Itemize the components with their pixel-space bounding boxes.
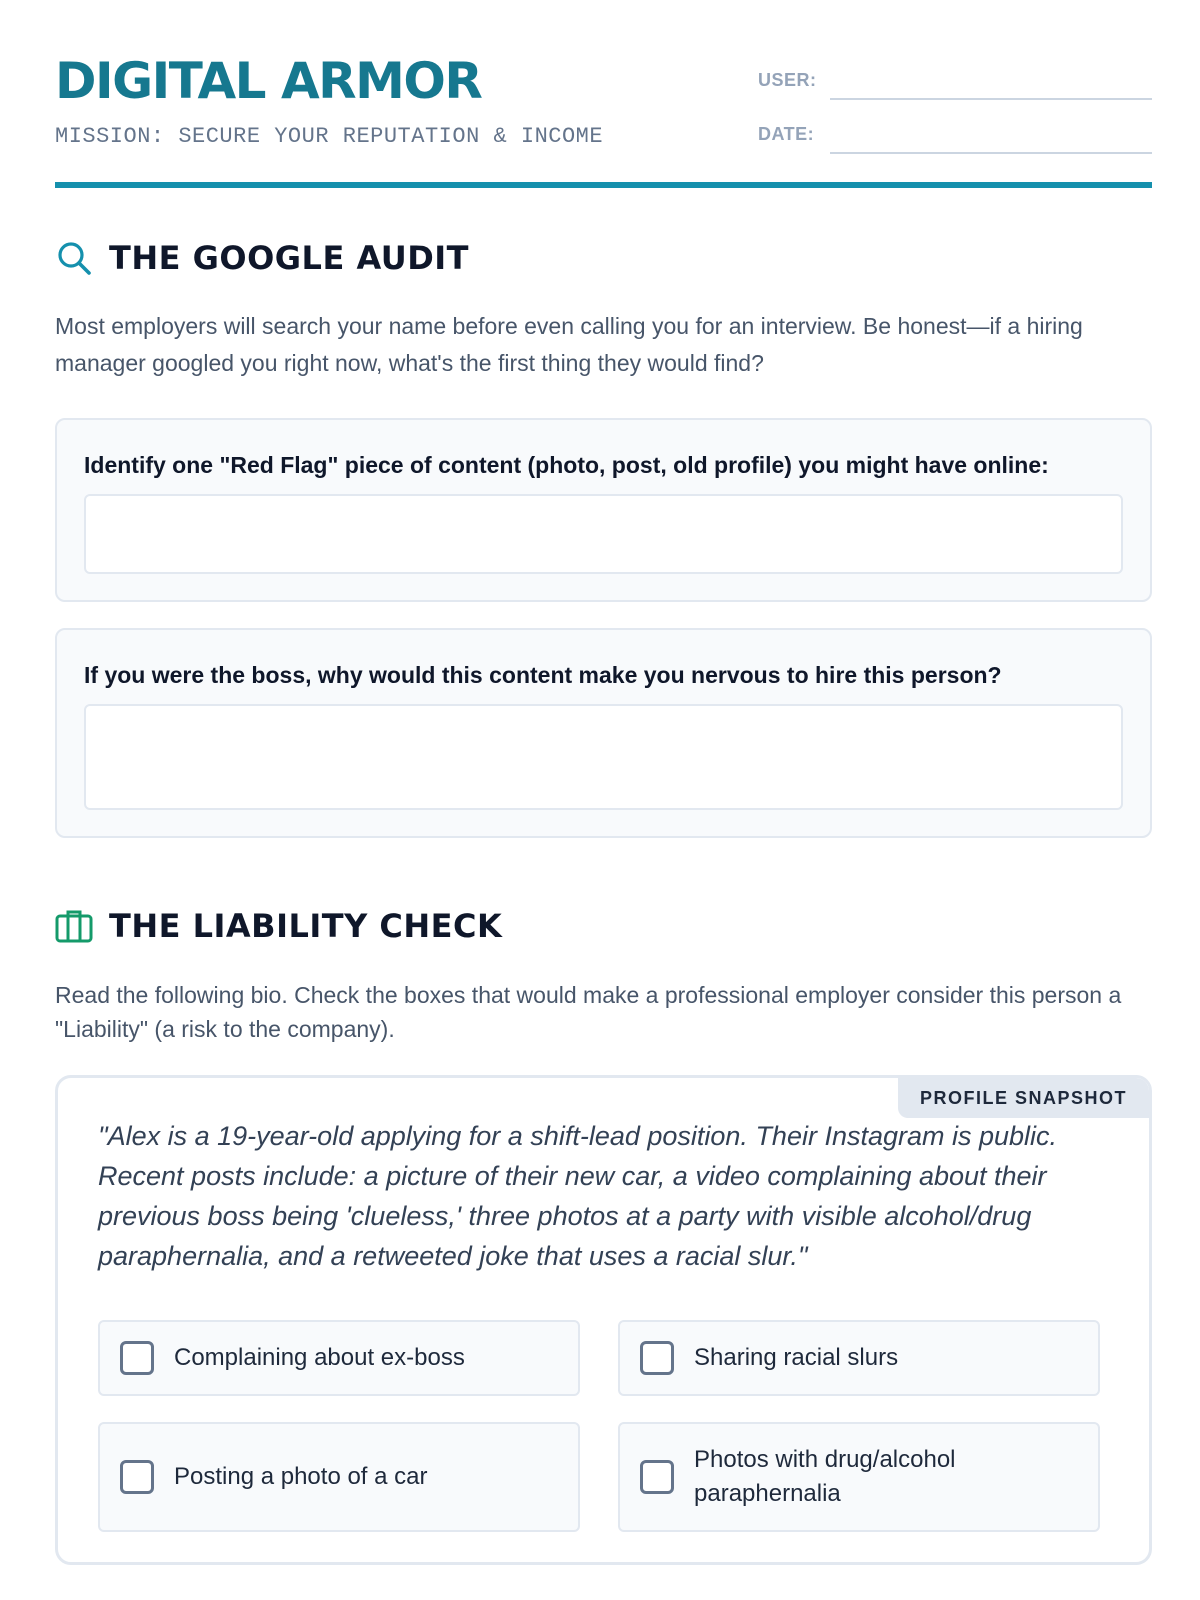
profile-snapshot-card (55, 1075, 1152, 1565)
checkbox[interactable] (640, 1460, 674, 1494)
user-field[interactable] (758, 62, 1152, 102)
date-field[interactable] (758, 116, 1152, 156)
option-drug-alcohol-photos[interactable] (618, 1422, 1100, 1532)
header-divider (55, 182, 1152, 188)
answer-input-boss-view[interactable] (84, 704, 1123, 810)
google-audit-title: THE GOOGLE AUDIT (109, 239, 469, 277)
checkbox[interactable] (640, 1341, 674, 1375)
user-label: USER: (758, 70, 817, 90)
option-complaining-ex-boss[interactable] (98, 1320, 580, 1396)
date-line[interactable] (830, 152, 1152, 154)
worksheet-header (55, 0, 1152, 190)
option-racial-slurs[interactable] (618, 1320, 1100, 1396)
question-label-red-flag: Identify one "Red Flag" piece of content (photo, post, old profile) you might have online: (84, 452, 1049, 478)
profile-snapshot-badge: PROFILE SNAPSHOT (898, 1078, 1149, 1118)
profile-bio-quote: "Alex is a 19-year-old applying for a shift-lead position. Their Instagram is public. Recent posts include: a picture of their new car, a video complaining about their previous boss being 'clueless,' three photos at a party with visible alcohol/drug paraphernalia, and a retweeted joke that uses a racial slur." (98, 1121, 1058, 1271)
option-photo-of-car[interactable] (98, 1422, 580, 1532)
answer-input-red-flag[interactable] (84, 494, 1123, 574)
briefcase-icon (55, 907, 93, 945)
date-label: DATE: (758, 124, 815, 144)
checkbox[interactable] (120, 1341, 154, 1375)
option-label: Posting a photo of a car (174, 1463, 428, 1490)
question-card-boss-view (55, 628, 1152, 838)
liability-check-title: THE LIABILITY CHECK (109, 907, 503, 945)
search-icon (55, 239, 93, 277)
checkbox[interactable] (120, 1460, 154, 1494)
liability-check-intro: Read the following bio. Check the boxes that would make a professional employer consider this person a "Liability" (a risk to the company). (55, 982, 1122, 1042)
option-label: Photos with drug/alcohol paraphernalia (694, 1446, 956, 1507)
option-label: Sharing racial slurs (694, 1344, 899, 1371)
brand-title: DIGITAL ARMOR (55, 52, 482, 110)
user-line[interactable] (830, 98, 1152, 100)
worksheet-page (55, 0, 1152, 1507)
google-audit-intro: Most employers will search your name before even calling you for an interview. Be honest—if a hiring manager googled you right now, what's the first thing they would find? (55, 313, 1083, 376)
liability-check-heading (55, 904, 502, 948)
question-card-red-flag (55, 418, 1152, 602)
google-audit-heading (55, 236, 469, 280)
mission-subtitle: MISSION: SECURE YOUR REPUTATION & INCOME (55, 124, 604, 149)
option-label: Complaining about ex-boss (174, 1344, 465, 1371)
question-label-boss-view: If you were the boss, why would this content make you nervous to hire this person? (84, 662, 1002, 688)
